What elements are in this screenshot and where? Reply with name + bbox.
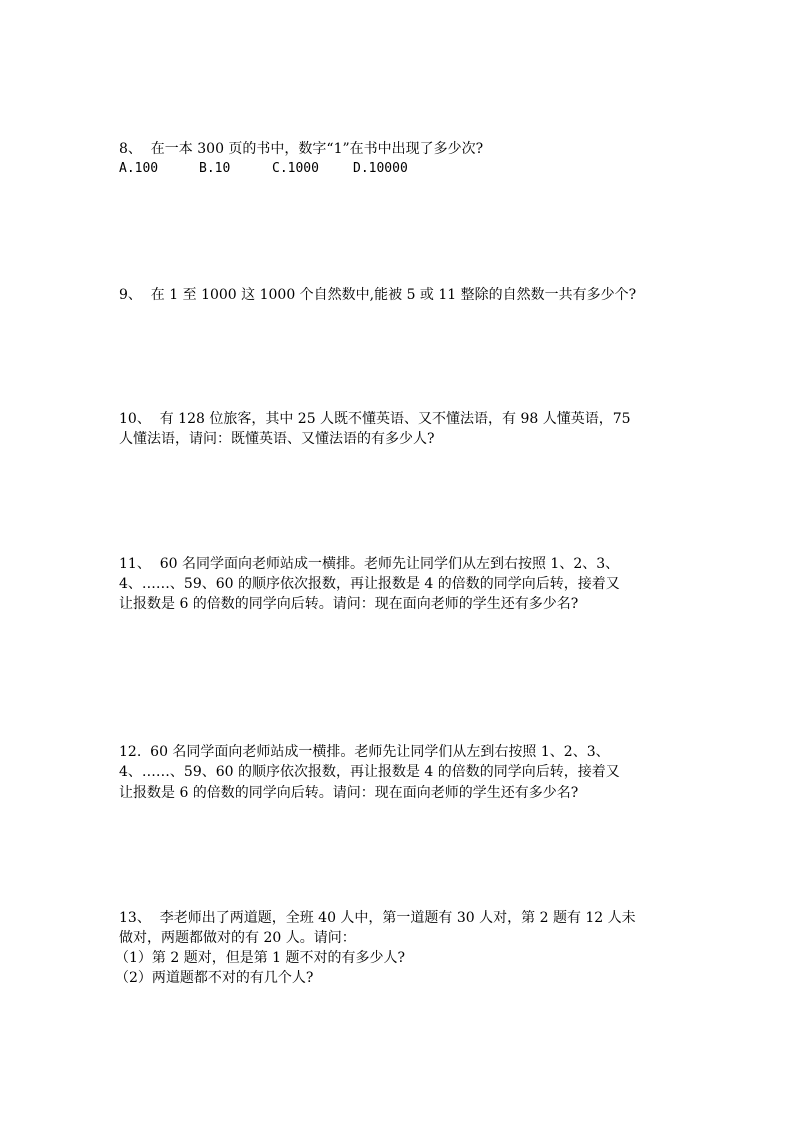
question-13-sub-1: （1）第 2 题对，但是第 1 题不对的有多少人? — [115, 950, 406, 966]
question-10-line-2: 人懂法语，请问：既懂英语、又懂法语的有多少人? — [119, 431, 435, 447]
option-a: A.100 — [119, 161, 159, 176]
question-11-line-2: 4、……、59、60 的顺序依次报数，再让报数是 4 的倍数的同学向后转，接着又 — [119, 576, 620, 592]
option-c: C.1000 — [272, 161, 319, 176]
question-11-line-3: 让报数是 6 的倍数的同学向后转。请问：现在面向老师的学生还有多少名? — [119, 596, 579, 612]
question-12-line-3: 让报数是 6 的倍数的同学向后转。请问：现在面向老师的学生还有多少名? — [119, 785, 579, 801]
option-d: D.10000 — [353, 161, 408, 176]
question-13-line-1: 13、 李老师出了两道题，全班 40 人中，第一道题有 30 人对，第 2 题有 12 人未 — [119, 910, 636, 926]
question-10-line-1: 10、 有 128 位旅客，其中 25 人既不懂英语、又不懂法语，有 98 人懂英语，75 — [119, 411, 631, 427]
option-b: B.10 — [199, 161, 231, 176]
question-12-line-1: 12. 60 名同学面向老师站成一横排。老师先让同学们从左到右按照 1、2、3、 — [119, 744, 610, 760]
question-13-line-2: 做对，两题都做对的有 20 人。请问： — [119, 930, 356, 946]
question-9-text: 9、 在 1 至 1000 这 1000 个自然数中,能被 5 或 11 整除的自然数一共有多少个? — [119, 287, 637, 303]
question-11-line-1: 11、 60 名同学面向老师站成一横排。老师先让同学们从左到右按照 1、2、3、 — [119, 556, 620, 572]
question-13-sub-2: （2）两道题都不对的有几个人? — [115, 970, 314, 986]
question-8-text: 8、 在一本 300 页的书中，数字“1”在书中出现了多少次? — [119, 141, 484, 157]
question-12-line-2: 4、……、59、60 的顺序依次报数，再让报数是 4 的倍数的同学向后转，接着又 — [119, 764, 620, 780]
